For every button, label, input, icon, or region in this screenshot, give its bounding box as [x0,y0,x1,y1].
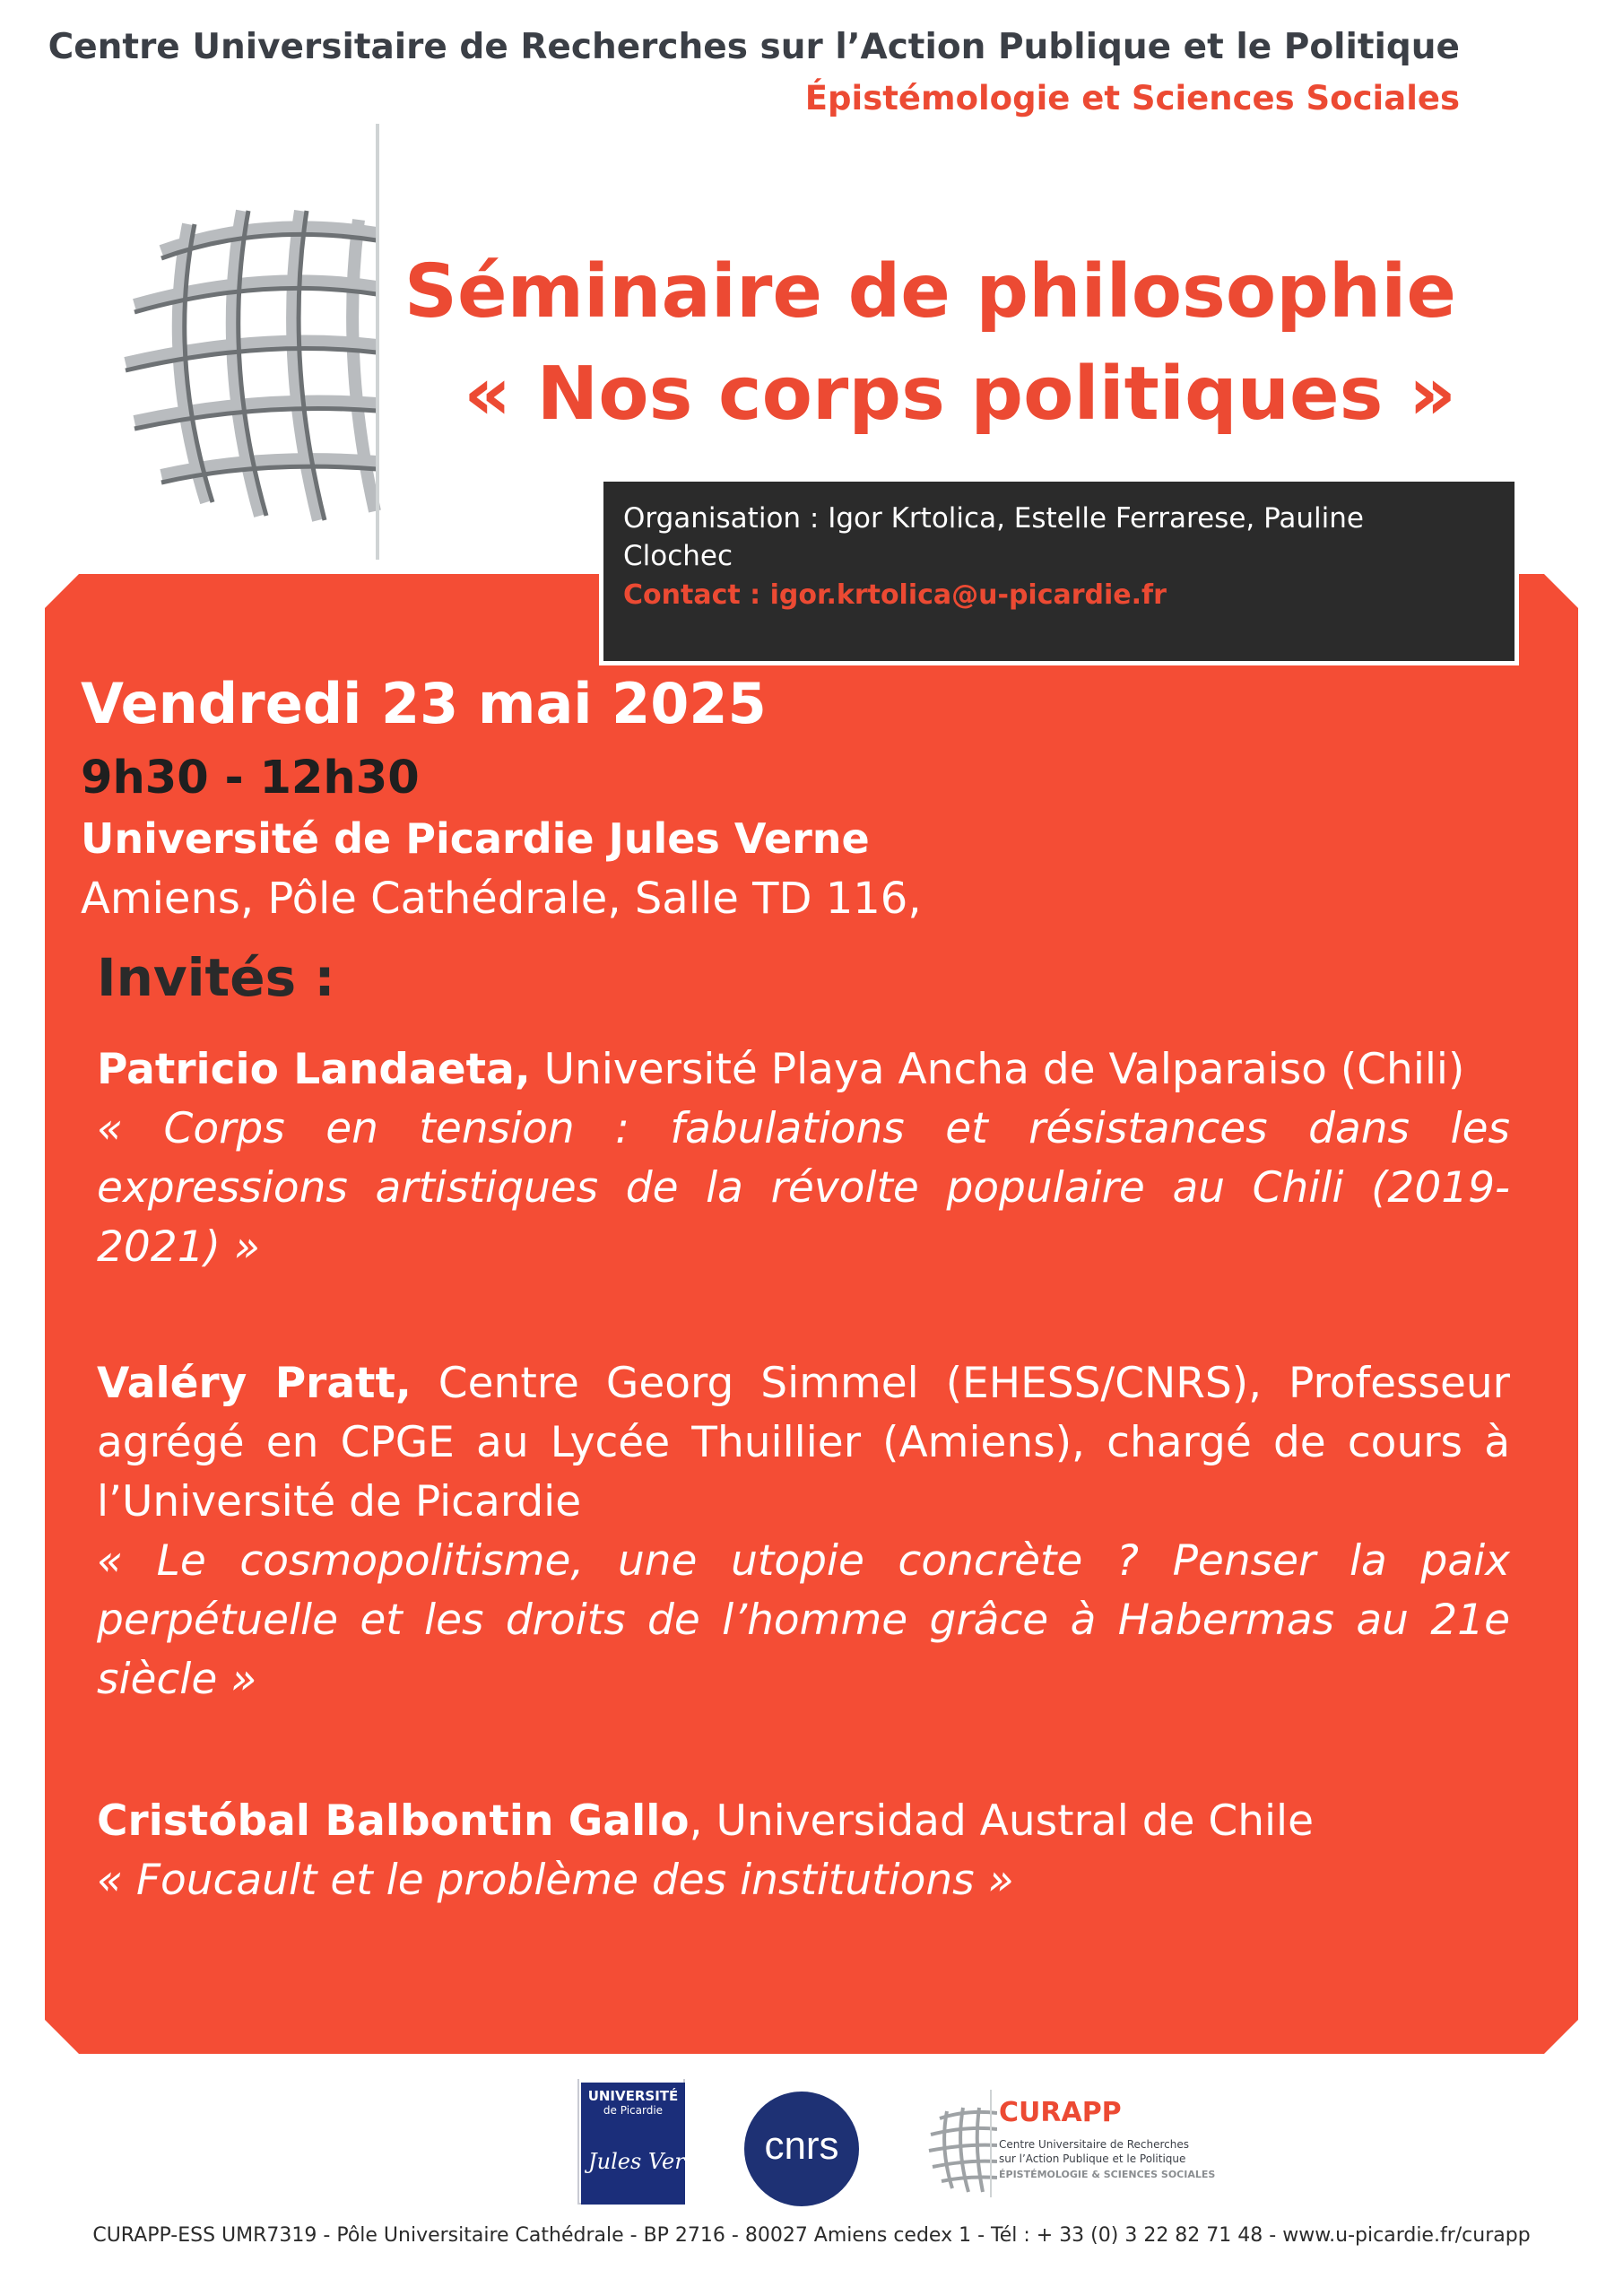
event-university: Université de Picardie Jules Verne [81,814,870,863]
contact-email[interactable]: Contact : igor.krtolica@u-picardie.fr [623,579,1167,611]
guest-affiliation: , Universidad Austral de Chile [689,1796,1315,1846]
organisers: Organisation : Igor Krtolica, Estelle Ferrarese, Pauline Clochec [623,502,1364,572]
header-institution: Centre Universitaire de Recherches sur l’Action Publique et le Politique [48,27,1460,67]
upjv-logo-subtitle: de Picardie [603,2104,664,2117]
guest-name: Cristóbal Balbontin Gallo [97,1796,690,1846]
seminar-subtitle: « Nos corps politiques » [464,352,1456,437]
curapp-logo-name: CURAPP [999,2097,1122,2128]
globe-logo-icon [108,179,381,538]
guest-name: Valéry Pratt, [97,1359,412,1408]
header-divider [376,124,379,560]
curapp-logo-subtitle-2: sur l’Action Publique et le Politique [999,2152,1186,2165]
guests-heading: Invités : [97,947,335,1008]
guest-name: Patricio Landaeta, [97,1045,531,1094]
cnrs-logo-text: cnrs [764,2124,839,2168]
upjv-logo-signature: Jules Verne [588,2149,712,2174]
guest-entry [97,1040,1510,1277]
footer-address: CURAPP-ESS UMR7319 - Pôle Universitaire Cathédrale - BP 2716 - 80027 Amiens cedex 1 - Tél : + 33 (0) 3 22 82 71 48 - www.u-picardie.fr/curapp [92,2224,1531,2247]
curapp-logo-subtitle-3: ÉPISTÉMOLOGIE & SCIENCES SOCIALES [999,2169,1216,2180]
seminar-title: Séminaire de philosophie [404,249,1456,335]
event-place: Amiens, Pôle Cathédrale, Salle TD 116, [81,874,922,924]
curapp-divider [990,2090,992,2197]
guest-entry [97,1792,1510,1910]
upjv-logo [581,2083,712,2205]
curapp-logo-subtitle-1: Centre Universitaire de Recherches [999,2138,1190,2151]
guest-affiliation: Université Playa Ancha de Valparaiso (Chili) [530,1045,1465,1094]
guest-talk-title: « Corps en tension : fabulations et résistances dans les expressions artistiques de la révolte populaire au Chili (2019-2021) » [97,1104,1510,1272]
guest-affiliation: Centre Georg Simmel (EHESS/CNRS), Professeur agrégé en CPGE au Lycée Thuillier (Amiens), chargé de cours à l’Université de Picardie [97,1359,1510,1526]
organisation-box [599,477,1519,665]
guest-talk-title: « Foucault et le problème des institutions » [97,1856,1014,1905]
header-department: Épistémologie et Sciences Sociales [804,79,1460,117]
event-time: 9h30 - 12h30 [81,752,420,804]
cnrs-logo [744,2092,859,2206]
curapp-globe-icon [924,2099,997,2197]
event-date: Vendredi 23 mai 2025 [81,671,767,736]
guest-entry [97,1354,1510,1709]
upjv-logo-title: UNIVERSITÉ [587,2088,679,2104]
guest-talk-title: « Le cosmopolitisme, une utopie concrète ? Penser la paix perpétuelle et les droits de l’homme grâce à Habermas au 21e siècle » [97,1536,1510,1704]
